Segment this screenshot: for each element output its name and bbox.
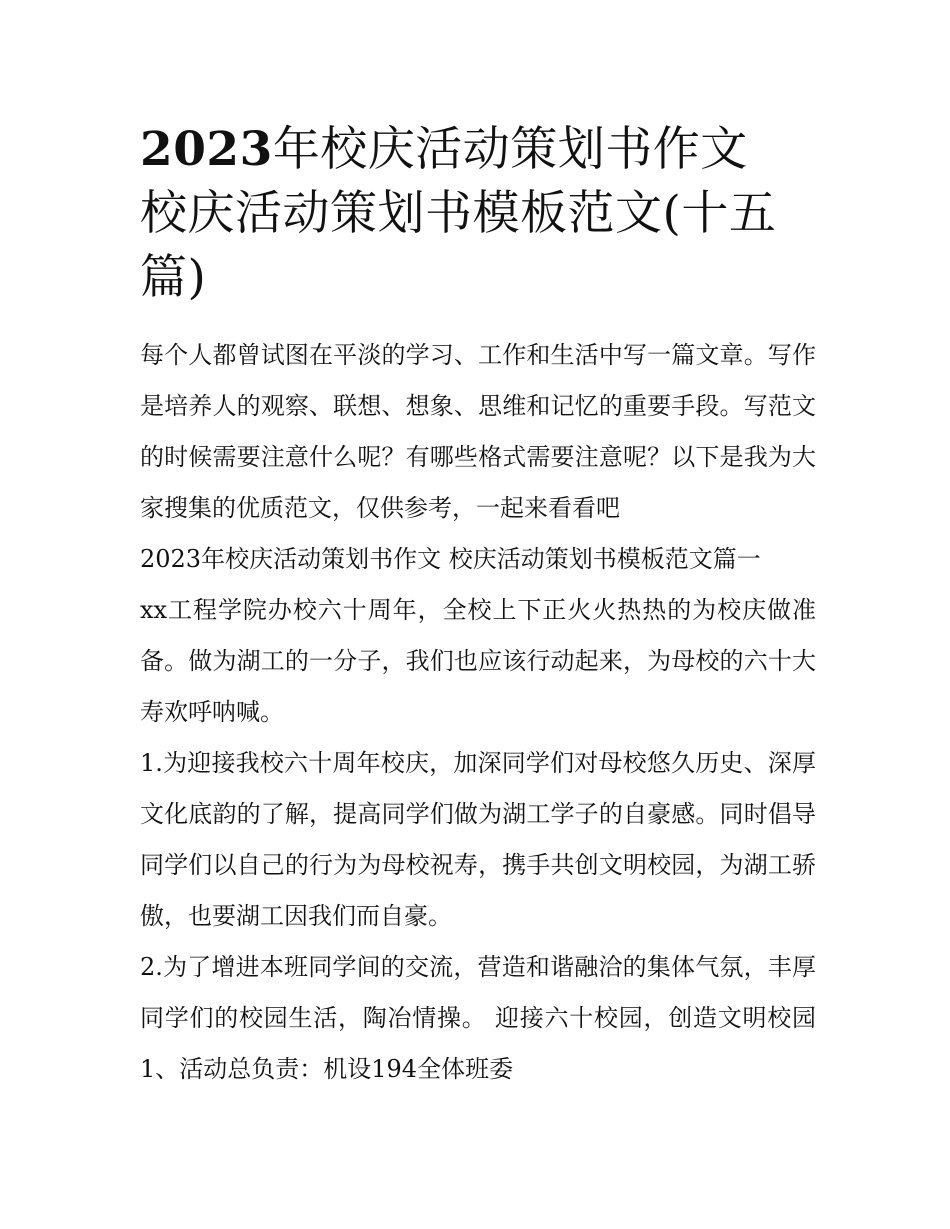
title-line-1-text: 年校庆活动策划书作文 — [272, 122, 748, 177]
title-line-1 — [140, 118, 816, 182]
intro-paragraph: 每个人都曾试图在平淡的学习、工作和生活中写一篇文章。写作是培养人的观察、联想、想象、思维和记忆的重要手段。写范文的时候需要注意什么呢？有哪些格式需要注意呢？以下是我为大家搜集的优质范文，仅供参考，一起来看看吧 — [140, 341, 816, 522]
document-page — [140, 118, 816, 1095]
document-title — [140, 118, 816, 310]
purpose-paragraph-1: 1.为迎接我校六十周年校庆，加深同学们对母校悠久历史、深厚文化底韵的了解，提高同学们做为湖工学子的自豪感。同时倡导同学们以自己的行为为母校祝寿，携手共创文明校园，为湖工骄傲，也要湖工因我们而自豪。 — [140, 749, 816, 930]
title-line-2: 校庆活动策划书模板范文(十五 — [140, 186, 777, 241]
background-paragraph: xx工程学院办校六十周年，全校上下正火火热热的为校庆做准备。做为湖工的一分子，我们也应该行动起来，为母校的六十大寿欢呼呐喊。 — [140, 596, 816, 726]
title-line-3: 篇) — [140, 250, 207, 305]
title-year: 2023 — [140, 122, 273, 177]
purpose-paragraph-2: 2.为了增进本班同学间的交流，营造和谐融洽的集体气氛，丰厚同学们的校园生活，陶冶情操。 迎接六十校园，创造文明校园 1、活动总负责：机设194全体班委 — [140, 953, 816, 1083]
document-body — [140, 330, 816, 1095]
section-heading: 2023年校庆活动策划书作文 校庆活动策划书模板范文篇一 — [140, 545, 761, 573]
